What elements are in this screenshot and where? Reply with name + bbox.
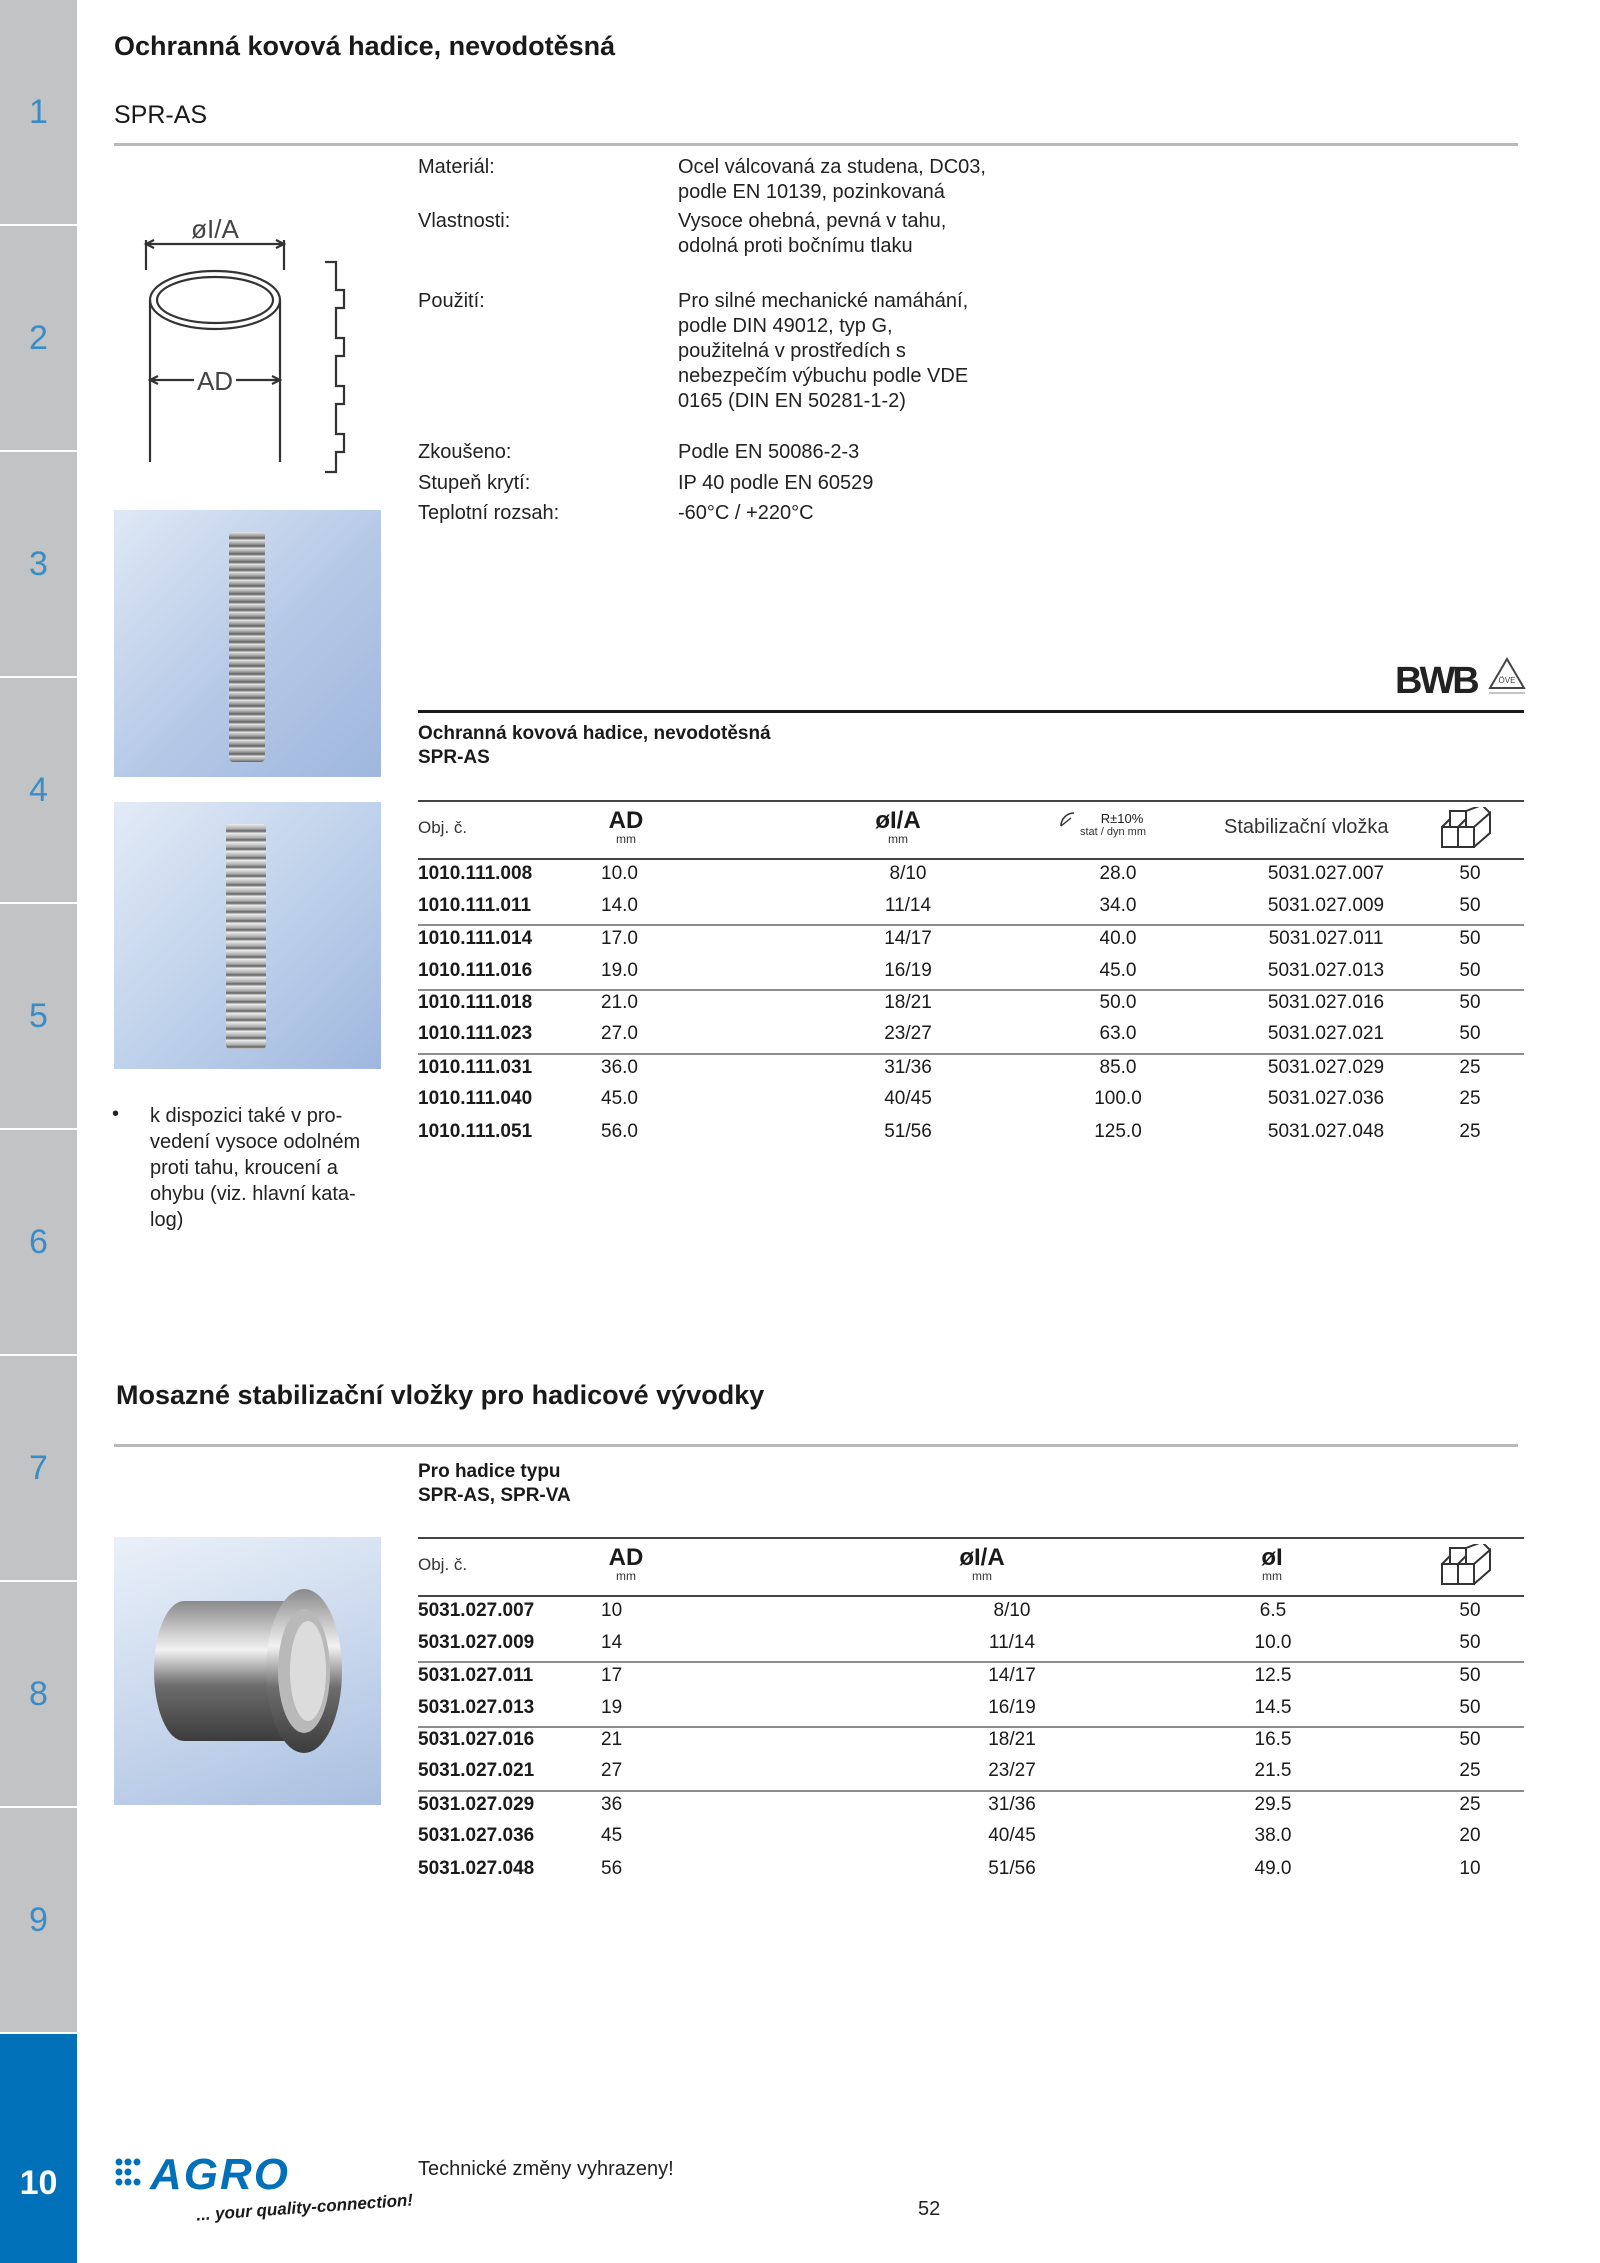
- cell-insert-code: 5031.027.007: [1267, 863, 1385, 884]
- cell-inner-diameter: 18/21: [884, 992, 932, 1013]
- chapter-tab-label: 7: [29, 1448, 48, 1487]
- cell-code: 5031.027.009: [418, 1632, 535, 1653]
- cell-inner-diameter: 51/56: [884, 1121, 932, 1142]
- table-subtitle: SPR-AS: [418, 747, 490, 768]
- spec-value: Pro silné mechanické namáhání, podle DIN 49012, typ G, použitelná v prostředích s nebezpečím výbuchu podle VDE 0165 (DIN EN 50281-1-2): [678, 290, 969, 412]
- cell-bend-radius: 45.0: [1099, 960, 1137, 981]
- cell-bend-radius: 85.0: [1099, 1057, 1137, 1078]
- table-row: [418, 1052, 1524, 1084]
- chapter-tab-4[interactable]: [0, 678, 77, 904]
- cell-i: 38.0: [1254, 1825, 1292, 1846]
- cell-i: 29.5: [1254, 1794, 1292, 1815]
- cell-insert-code: 5031.027.021: [1267, 1023, 1385, 1044]
- agro-tagline: ... your quality-connection!: [195, 2190, 414, 2225]
- cell-pack-qty: 10: [1459, 1858, 1481, 1879]
- cell-code: 1010.111.040: [418, 1088, 533, 1109]
- cell-code: 1010.111.018: [418, 992, 533, 1013]
- chapter-tab-label: 5: [29, 996, 48, 1035]
- table-row: [418, 1116, 1524, 1148]
- chapter-tab-label: 3: [29, 544, 48, 583]
- header-code: Obj. č.: [418, 818, 468, 837]
- header-ad-unit: mm: [616, 832, 636, 846]
- cell-inner-diameter: 8/10: [889, 863, 927, 884]
- cell-pack-qty: 50: [1459, 1023, 1481, 1044]
- chapter-tab-label: 8: [29, 1674, 48, 1713]
- table-row: [418, 890, 1524, 922]
- cell-ad: 27.0: [601, 1023, 638, 1044]
- spec-value: -60°C / +220°C: [678, 502, 814, 524]
- agro-logo-dots-icon: [114, 2157, 146, 2189]
- divider: [114, 143, 1518, 146]
- cell-bend-radius: 50.0: [1099, 992, 1137, 1013]
- cell-pack-qty: 50: [1459, 1600, 1481, 1621]
- cell-insert-code: 5031.027.009: [1267, 895, 1385, 916]
- agro-logo: AGRO: [150, 2150, 290, 2199]
- cell-ad: 36: [601, 1794, 623, 1815]
- cell-code: 1010.111.008: [418, 863, 533, 884]
- cell-pack-qty: 50: [1459, 895, 1481, 916]
- table2-subtitle: SPR-AS, SPR-VA: [418, 1485, 571, 1506]
- spec-label: Teplotní rozsah:: [418, 502, 560, 524]
- cell-code: 5031.027.007: [418, 1600, 535, 1621]
- cell-insert-code: 5031.027.013: [1267, 960, 1385, 981]
- cell-ad: 10: [601, 1600, 623, 1621]
- header-inner-diameter: øI/A: [875, 807, 921, 834]
- table-row: [418, 1627, 1524, 1659]
- cell-pack-qty: 25: [1459, 1088, 1481, 1109]
- chapter-tab-9[interactable]: [0, 1808, 77, 2034]
- cell-i: 49.0: [1254, 1858, 1292, 1879]
- chapter-tab-2[interactable]: [0, 226, 77, 452]
- table-title: Ochranná kovová hadice, nevodotěsná: [418, 723, 771, 744]
- chapter-tab-1[interactable]: [0, 0, 77, 226]
- header-radius-unit: stat / dyn mm: [1079, 826, 1147, 838]
- cell-inner-diameter: 11/14: [884, 895, 932, 916]
- cell-ad: 56.0: [601, 1121, 638, 1142]
- spec-label: Použití:: [418, 290, 485, 312]
- outer-diameter-label: AD: [196, 366, 234, 396]
- header-insert: Stabilizační vložka: [1224, 816, 1389, 838]
- cell-ad: 36.0: [601, 1057, 638, 1078]
- spec-label: Stupeň krytí:: [418, 472, 531, 494]
- chapter-tab-label: 4: [29, 770, 48, 809]
- ove-certification-icon: [1487, 656, 1527, 698]
- cell-pack-qty: 50: [1459, 928, 1481, 949]
- cell-pack-qty: 25: [1459, 1121, 1481, 1142]
- chapter-tab-5[interactable]: [0, 904, 77, 1130]
- spec-label: Zkoušeno:: [418, 441, 512, 463]
- cell-inner-diameter: 40/45: [884, 1088, 932, 1109]
- cell-pack-qty: 20: [1459, 1825, 1481, 1846]
- header-radius: R±10%: [1100, 811, 1144, 826]
- cell-ad: 17.0: [601, 928, 638, 949]
- bullet-marker: •: [112, 1103, 120, 1125]
- table-top-rule: [418, 710, 1524, 713]
- cell-ad: 14.0: [601, 895, 638, 916]
- cell-i: 10.0: [1254, 1632, 1292, 1653]
- header-i: øI: [1261, 1544, 1283, 1571]
- cell-inner-diameter: 8/10: [993, 1600, 1031, 1621]
- hose-photo: [114, 510, 381, 777]
- divider: [114, 1444, 1518, 1447]
- cell-code: 1010.111.023: [418, 1023, 533, 1044]
- cell-pack-qty: 25: [1459, 1794, 1481, 1815]
- cell-bend-radius: 28.0: [1099, 863, 1137, 884]
- cell-code: 1010.111.011: [418, 895, 532, 916]
- brass-insert-photo: [114, 1537, 381, 1805]
- cell-inner-diameter: 23/27: [884, 1023, 932, 1044]
- header-code: Obj. č.: [418, 1555, 468, 1574]
- cell-inner-diameter: 51/56: [988, 1858, 1036, 1879]
- cell-inner-diameter: 31/36: [988, 1794, 1036, 1815]
- header-ad-unit: mm: [616, 1569, 636, 1583]
- section-title: Ochranná kovová hadice, nevodotěsná: [114, 31, 616, 61]
- cell-inner-diameter: 18/21: [988, 1729, 1036, 1750]
- cell-inner-diameter: 40/45: [988, 1825, 1036, 1846]
- table-row: [418, 858, 1524, 890]
- cell-inner-diameter: 14/17: [988, 1665, 1036, 1686]
- cell-code: 1010.111.051: [418, 1121, 533, 1142]
- cell-code: 5031.027.036: [418, 1825, 535, 1846]
- table-row: [418, 1018, 1524, 1050]
- cell-insert-code: 5031.027.036: [1267, 1088, 1385, 1109]
- header-ia-unit: mm: [972, 1569, 992, 1583]
- cell-pack-qty: 25: [1459, 1057, 1481, 1078]
- header-i-unit: mm: [1262, 1569, 1282, 1583]
- chapter-tab-10[interactable]: [0, 2034, 77, 2263]
- page-number: 52: [918, 2198, 941, 2220]
- cell-code: 1010.111.031: [418, 1057, 533, 1078]
- cell-pack-qty: 50: [1459, 1729, 1481, 1750]
- cell-pack-qty: 50: [1459, 1665, 1481, 1686]
- cell-pack-qty: 50: [1459, 960, 1481, 981]
- header-ia-unit: mm: [888, 832, 908, 846]
- cell-i: 16.5: [1254, 1729, 1292, 1750]
- table-row: [418, 923, 1524, 955]
- cell-bend-radius: 100.0: [1094, 1088, 1142, 1109]
- chapter-tabs: [0, 0, 77, 2263]
- cell-pack-qty: 50: [1459, 1697, 1481, 1718]
- table-row: [418, 1853, 1524, 1885]
- cell-inner-diameter: 16/19: [988, 1697, 1036, 1718]
- cell-inner-diameter: 23/27: [988, 1760, 1036, 1781]
- cell-pack-qty: 50: [1459, 863, 1481, 884]
- cell-bend-radius: 40.0: [1099, 928, 1137, 949]
- table-header: [418, 800, 1524, 856]
- spec-value: Podle EN 50086-2-3: [678, 441, 860, 463]
- footer-note: Technické změny vyhrazeny!: [418, 2158, 674, 2180]
- cell-inner-diameter: 31/36: [884, 1057, 932, 1078]
- cell-insert-code: 5031.027.029: [1267, 1057, 1385, 1078]
- spec-label: Vlastnosti:: [418, 210, 511, 232]
- cell-ad: 19: [601, 1697, 623, 1718]
- table-row: [418, 1692, 1524, 1724]
- svg-text:ÖVE: ÖVE: [1498, 676, 1516, 685]
- table-row: [418, 987, 1524, 1019]
- table-row: [418, 1083, 1524, 1115]
- insert-table: [418, 1537, 1524, 1887]
- spec-value: Vysoce ohebná, pevná v tahu, odolná proti bočnímu tlaku: [678, 210, 947, 257]
- chapter-tab-label: 10: [19, 2164, 58, 2202]
- table-row: [418, 1789, 1524, 1821]
- section2-title: Mosazné stabilizační vložky pro hadicové vývodky: [116, 1380, 765, 1410]
- chapter-tab-label: 6: [29, 1222, 48, 1261]
- table-header: [418, 1537, 1524, 1593]
- cell-ad: 21.0: [601, 992, 638, 1013]
- cell-ad: 10.0: [601, 863, 638, 884]
- availability-note: k dispozici také v pro- vedení vysoce odolném proti tahu, kroucení a ohybu (viz. hlavní kata- log): [150, 1105, 361, 1231]
- chapter-tab-8[interactable]: [0, 1582, 77, 1808]
- spec-value: Ocel válcovaná za studena, DC03, podle EN 10139, pozinkovaná: [678, 156, 986, 203]
- chapter-tab-7[interactable]: [0, 1356, 77, 1582]
- cell-i: 6.5: [1259, 1600, 1287, 1621]
- cell-ad: 19.0: [601, 960, 638, 981]
- header-ad: AD: [608, 807, 644, 834]
- cell-code: 1010.111.016: [418, 960, 533, 981]
- table-row: [418, 1755, 1524, 1787]
- cell-bend-radius: 125.0: [1094, 1121, 1142, 1142]
- cell-inner-diameter: 14/17: [884, 928, 932, 949]
- cell-insert-code: 5031.027.016: [1267, 992, 1385, 1013]
- cell-ad: 14: [601, 1632, 623, 1653]
- cell-i: 14.5: [1254, 1697, 1292, 1718]
- table-row: [418, 1660, 1524, 1692]
- cell-pack-qty: 50: [1459, 992, 1481, 1013]
- cell-code: 5031.027.029: [418, 1794, 535, 1815]
- cell-i: 12.5: [1254, 1665, 1292, 1686]
- cell-ad: 21: [601, 1729, 623, 1750]
- inner-diameter-label: øI/A: [191, 214, 239, 244]
- header-inner-diameter: øI/A: [959, 1544, 1005, 1571]
- cell-pack-qty: 50: [1459, 1632, 1481, 1653]
- chapter-tab-6[interactable]: [0, 1130, 77, 1356]
- chapter-tab-label: 2: [29, 318, 48, 357]
- cell-code: 5031.027.021: [418, 1760, 535, 1781]
- cell-bend-radius: 63.0: [1099, 1023, 1137, 1044]
- cell-code: 5031.027.048: [418, 1858, 535, 1879]
- cell-ad: 45: [601, 1825, 623, 1846]
- spec-label: Materiál:: [418, 156, 495, 178]
- spec-list: [418, 155, 1058, 535]
- cell-bend-radius: 34.0: [1099, 895, 1137, 916]
- bwb-logo: BWB: [1395, 660, 1477, 702]
- chapter-tab-label: 9: [29, 1900, 48, 1939]
- cell-code: 5031.027.013: [418, 1697, 535, 1718]
- table-row: [418, 955, 1524, 987]
- cell-ad: 17: [601, 1665, 623, 1686]
- cell-ad: 56: [601, 1858, 623, 1879]
- cell-code: 5031.027.016: [418, 1729, 535, 1750]
- table-row: [418, 1820, 1524, 1852]
- cell-code: 1010.111.014: [418, 928, 533, 949]
- table-row: [418, 1595, 1524, 1627]
- section-subtitle: SPR-AS: [114, 101, 208, 129]
- bend-radius-icon: [1058, 810, 1088, 828]
- cell-inner-diameter: 16/19: [884, 960, 932, 981]
- box-stack-icon: [1438, 807, 1496, 851]
- cell-inner-diameter: 11/14: [988, 1632, 1036, 1653]
- cell-ad: 45.0: [601, 1088, 638, 1109]
- box-stack-icon: [1438, 1544, 1496, 1588]
- table-row: [418, 1724, 1524, 1756]
- hose-table: [418, 800, 1524, 1150]
- chapter-tab-3[interactable]: [0, 452, 77, 678]
- hose-dimension-diagram: [124, 200, 354, 475]
- cell-pack-qty: 25: [1459, 1760, 1481, 1781]
- cell-code: 5031.027.011: [418, 1665, 534, 1686]
- table2-title: Pro hadice typu: [418, 1461, 561, 1482]
- hose-variant-photo: [114, 802, 381, 1069]
- spec-value: IP 40 podle EN 60529: [678, 472, 874, 494]
- cell-insert-code: 5031.027.011: [1268, 928, 1384, 949]
- cell-insert-code: 5031.027.048: [1267, 1121, 1385, 1142]
- cell-ad: 27: [601, 1760, 623, 1781]
- header-ad: AD: [608, 1544, 644, 1571]
- chapter-tab-label: 1: [29, 92, 48, 131]
- cell-i: 21.5: [1254, 1760, 1292, 1781]
